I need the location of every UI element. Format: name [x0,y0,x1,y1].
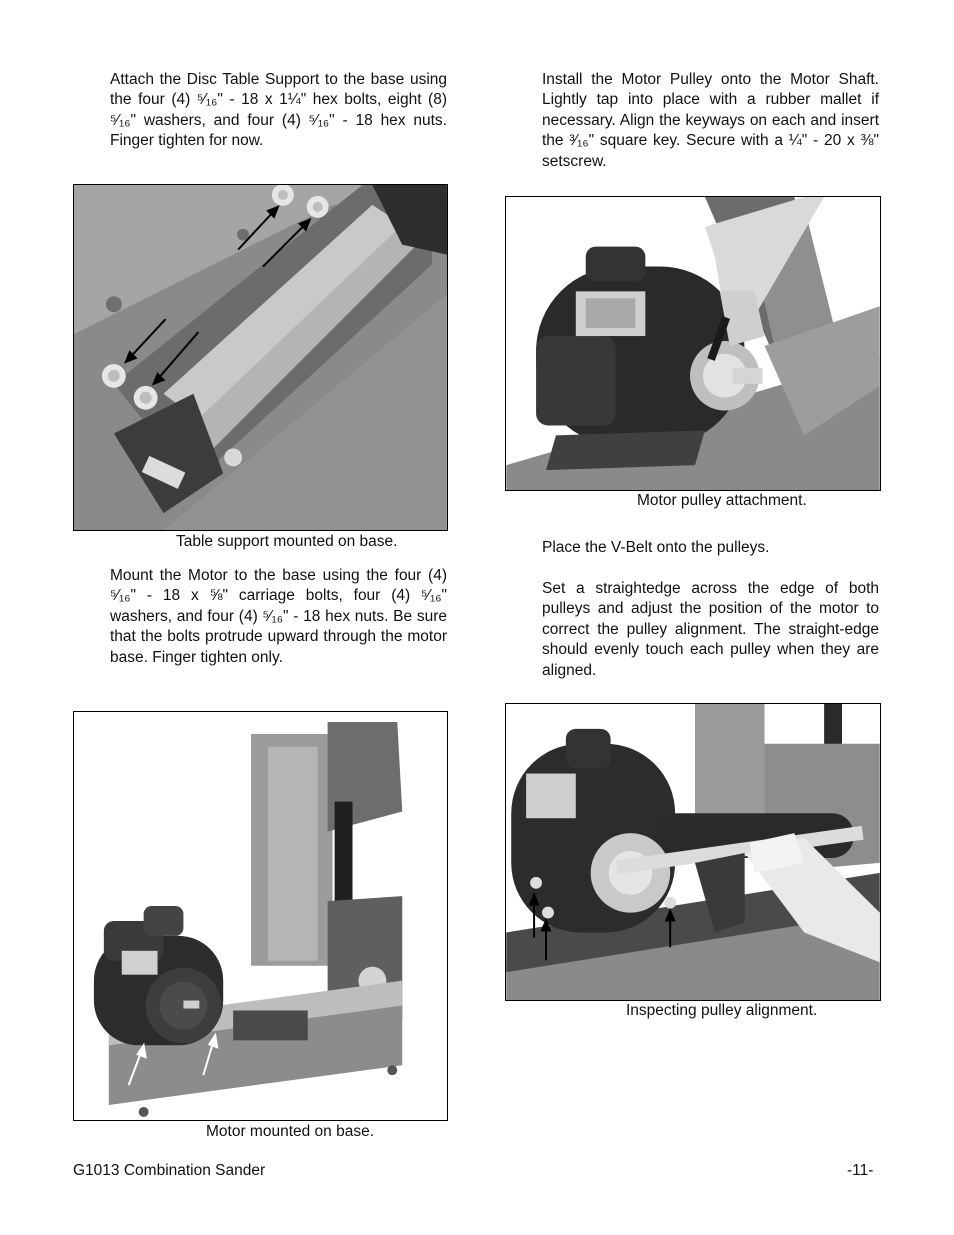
caption-motor-mounted: Motor mounted on base. [206,1123,375,1140]
figure-motor-pulley [505,196,881,491]
photo-motor-pulley [506,197,880,490]
step-mount-motor: Mount the Motor to the base using the four (4) ⁵⁄₁₆" - 18 x ⅝" carriage bolts, four (4) ⁵⁄₁₆" washers, and four (4) ⁵⁄₁₆" - 18 hex nuts. Be sure that the bolts protrude upward through the motor base. Finger tighten only. [110,567,447,666]
step-straightedge: Set a straightedge across the edge of both pulleys and adjust the position of the motor to correct the pulley alignment. The straight-edge should evenly touch each pulley when they are aligned. [542,580,879,679]
figure-pulley-alignment [505,703,881,1001]
caption-pulley-alignment: Inspecting pulley alignment. [626,1002,818,1019]
photo-motor-mounted [74,712,447,1120]
footer-title: G1013 Combination Sander [73,1162,266,1179]
photo-table-support [74,185,447,530]
footer-page-number: -11- [847,1162,874,1179]
step-vbelt: Place the V-Belt onto the pulleys. [542,539,770,556]
step-disc-table-support: Attach the Disc Table Support to the base using the four (4) ⁵⁄₁₆" - 18 x 1¼" hex bolts, eight (8) ⁵⁄₁₆" washers, and four (4) ⁵⁄₁₆" - 18 hex nuts. Finger tighten for now. [110,71,447,150]
step-motor-pulley: Install the Motor Pulley onto the Motor Shaft. Lightly tap into place with a rubber mallet if necessary. Align the keyways on each and insert the ³⁄₁₆" square key. Secure with a ¼" - 20 x ⅜" setscrew. [542,71,879,170]
figure-motor-mounted [73,711,448,1121]
caption-table-support: Table support mounted on base. [176,533,398,550]
caption-motor-pulley: Motor pulley attachment. [637,492,807,509]
photo-pulley-alignment [506,704,880,1000]
figure-table-support [73,184,448,531]
